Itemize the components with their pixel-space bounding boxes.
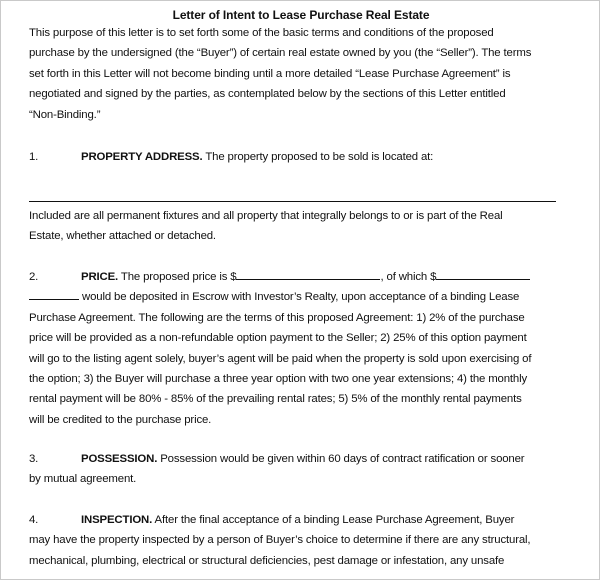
section-text: , of which $ (380, 271, 437, 283)
section-heading: INSPECTION. (81, 514, 153, 526)
section-line: the option; 3) the Buyer will purchase a three year option with two one year extensions; 4) the monthly (29, 372, 528, 385)
section-heading: POSSESSION. (81, 453, 158, 465)
intro-line: set forth in this Letter will not become binding until a more detailed “Lease Purchase Agreement” is (29, 67, 511, 80)
address-blank-line[interactable] (29, 201, 556, 202)
intro-paragraph (29, 23, 564, 125)
section-number: 4. (29, 514, 39, 526)
section-line: mechanical, plumbing, electrical or structural deficiencies, pest damage or infestation, any unsafe (29, 554, 505, 567)
deposit-blank[interactable] (436, 267, 530, 280)
section-line: will be credited to the purchase price. (29, 413, 212, 426)
section-number: 2. (29, 271, 39, 283)
section-inspection (29, 510, 564, 571)
intro-line: This purpose of this letter is to set forth some of the basic terms and conditions of the proposed (29, 27, 494, 39)
section-line: Purchase Agreement. The following are the terms of this proposed Agreement: 1) 2% of the purchase (29, 311, 525, 324)
section-heading: PRICE. (81, 271, 119, 283)
section-possession (29, 449, 564, 490)
section-line: by mutual agreement. (29, 473, 137, 486)
intro-line: purchase by the undersigned (the “Buyer”) of certain real estate owned by you (the “Seller”). The terms (29, 47, 532, 60)
section-text: would be deposited in Escrow with Investor’s Realty, upon acceptance of a binding Lease (79, 291, 520, 304)
section-line: will go to the listing agent solely, buyer’s agent will be paid when the property is sold upon exercising of (29, 352, 532, 365)
section-line: may have the property inspected by a person of Buyer’s choice to determine if there are any structural, (29, 534, 531, 547)
section-line: price will be provided as a non-refundable option payment to the Seller; 2) 25% of this option payment (29, 332, 527, 345)
section-text: The property proposed to be sold is located at: (202, 151, 434, 163)
price-blank[interactable] (236, 267, 380, 280)
section-property-address-continued (29, 206, 564, 247)
document-title: Letter of Intent to Lease Purchase Real Estate (172, 8, 430, 22)
deposit-blank-continued[interactable] (29, 287, 79, 300)
section-number: 1. (29, 151, 39, 163)
intro-line: negotiated and signed by the parties, as contemplated below by the sections of this Letter entitled (29, 88, 506, 101)
section-property-address (29, 147, 564, 167)
section-heading: PROPERTY ADDRESS. (81, 151, 203, 163)
section-line: Included are all permanent fixtures and all property that integrally belongs to or is part of the Real (29, 210, 503, 222)
section-number: 3. (29, 453, 39, 465)
section-text: Possession would be given within 60 days of contract ratification or sooner (157, 453, 525, 465)
section-text: The proposed price is $ (118, 271, 237, 283)
intro-line: “Non-Binding.” (29, 108, 101, 121)
section-line: rental payment will be 80% - 85% of the prevailing rental rates; 5) 5% of the monthly rental payments (29, 393, 522, 406)
section-line: Estate, whether attached or detached. (29, 230, 216, 243)
section-text: After the final acceptance of a binding Lease Purchase Agreement, Buyer (152, 514, 515, 526)
section-price (29, 267, 564, 430)
